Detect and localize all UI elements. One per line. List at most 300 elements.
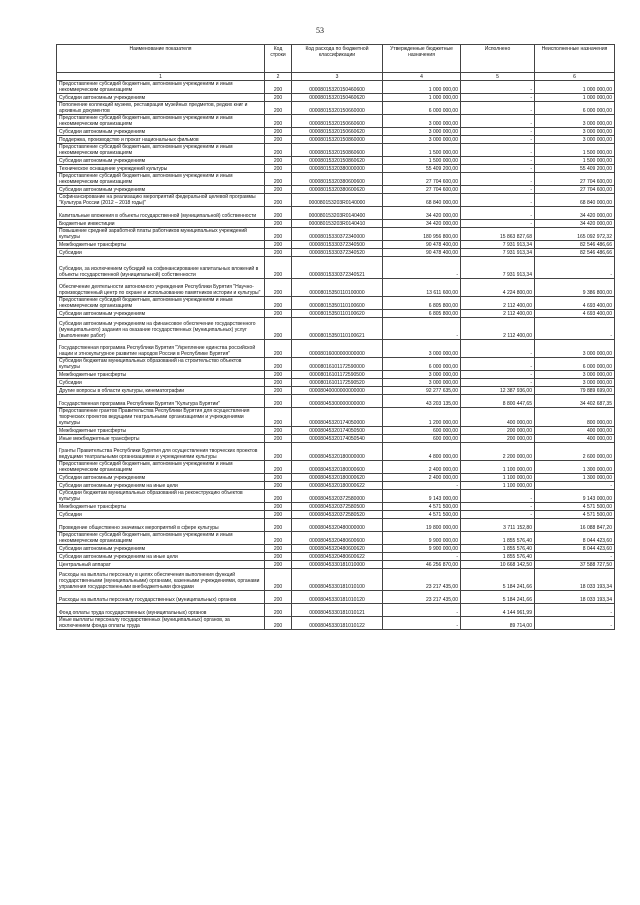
row-name: Субсидии автономным учреждениям xyxy=(57,474,265,482)
table-row xyxy=(57,186,615,194)
executed-amount: 1 100 000,00 xyxy=(461,482,535,490)
approved-amount: 600 000,00 xyxy=(383,427,461,435)
unexecuted-amount: 1 000 000,00 xyxy=(535,94,615,102)
column-number: 4 xyxy=(383,73,461,81)
row-name: Расходы на выплаты персоналу в целях обеспечения выполнения функций государственными (муниципальными) органами, казенными учреждениями, органами управления государственными внебюджетными фондами xyxy=(57,569,265,591)
approved-amount: - xyxy=(383,318,461,340)
budget-code: 00008015320150460620 xyxy=(292,94,383,102)
executed-amount: - xyxy=(461,165,535,173)
executed-amount: 89 714,00 xyxy=(461,617,535,630)
unexecuted-amount: 82 546 486,66 xyxy=(535,241,615,249)
column-number: 3 xyxy=(292,73,383,81)
row-name: Предоставление субсидий бюджетным, автономным учреждениям и иным некоммерческим организациям xyxy=(57,297,265,310)
unexecuted-amount: 3 000 000,00 xyxy=(535,128,615,136)
row-name: Межбюджетные трансферты xyxy=(57,427,265,435)
approved-amount: 600 000,00 xyxy=(383,435,461,443)
approved-amount: 1 500 000,00 xyxy=(383,144,461,157)
budget-code: 00008040000000000000 xyxy=(292,387,383,395)
unexecuted-amount: 55 409 200,00 xyxy=(535,165,615,173)
executed-amount: 7 931 913,34 xyxy=(461,241,535,249)
row-code: 200 xyxy=(265,387,292,395)
executed-amount: - xyxy=(461,102,535,115)
row-name: Поддержка, производство и прокат национальных фильмов xyxy=(57,136,265,144)
budget-code: 00008045320480000000 xyxy=(292,519,383,532)
row-code: 200 xyxy=(265,249,292,257)
approved-amount: 55 409 200,00 xyxy=(383,165,461,173)
budget-code: 00008045320174050500 xyxy=(292,427,383,435)
unexecuted-amount: 1 300 000,00 xyxy=(535,474,615,482)
row-name: Фонд оплаты труда государственных (муниципальных) органов xyxy=(57,604,265,617)
row-code: 200 xyxy=(265,427,292,435)
approved-amount: 180 956 800,00 xyxy=(383,228,461,241)
budget-code: 00008015330372340520 xyxy=(292,249,383,257)
unexecuted-amount: 4 571 500,00 xyxy=(535,503,615,511)
approved-amount: 3 000 000,00 xyxy=(383,371,461,379)
executed-amount: - xyxy=(461,157,535,165)
table-row xyxy=(57,128,615,136)
executed-amount: 3 711 152,80 xyxy=(461,519,535,532)
unexecuted-amount: 165 092 972,32 xyxy=(535,228,615,241)
row-code: 200 xyxy=(265,94,292,102)
budget-code: 000080153203R0140410 xyxy=(292,220,383,228)
executed-amount: 10 668 142,50 xyxy=(461,561,535,569)
table-row xyxy=(57,553,615,561)
row-code: 200 xyxy=(265,569,292,591)
budget-code: 00008016000000000000 xyxy=(292,340,383,358)
budget-code: 00008045320180000622 xyxy=(292,482,383,490)
executed-amount: - xyxy=(461,358,535,371)
executed-amount: - xyxy=(461,136,535,144)
row-code: 200 xyxy=(265,408,292,427)
table-row xyxy=(57,427,615,435)
approved-amount: 92 277 635,00 xyxy=(383,387,461,395)
header-name: Наименование показателя xyxy=(57,45,265,73)
row-name: Субсидии автономным учреждениям xyxy=(57,186,265,194)
row-code: 200 xyxy=(265,474,292,482)
budget-code: 00008015320150460600 xyxy=(292,81,383,94)
approved-amount: 68 840 000,00 xyxy=(383,194,461,207)
row-name: Пополнение коллекций музеев, реставрация музейных предметов, редких книг и архивных документов xyxy=(57,102,265,115)
budget-code: 00008045330181010122 xyxy=(292,617,383,630)
table-row xyxy=(57,257,615,279)
executed-amount: - xyxy=(461,207,535,220)
executed-amount: 12 387 936,00 xyxy=(461,387,535,395)
unexecuted-amount: 9 386 800,00 xyxy=(535,279,615,297)
unexecuted-amount: 18 033 193,34 xyxy=(535,591,615,604)
row-name: Центральный аппарат xyxy=(57,561,265,569)
approved-amount: 6 805 800,00 xyxy=(383,297,461,310)
row-name: Предоставление грантов Правительства Республики Бурятия для осуществления творческих проектов ведущими театральными организациями и учреждениями культуры xyxy=(57,408,265,427)
executed-amount: 2 200 000,00 xyxy=(461,443,535,461)
budget-code: 00008015320150660620 xyxy=(292,128,383,136)
executed-amount: - xyxy=(461,115,535,128)
header-row-code: Код строки xyxy=(265,45,292,73)
row-code: 200 xyxy=(265,128,292,136)
unexecuted-amount: 16 088 847,20 xyxy=(535,519,615,532)
unexecuted-amount: 1 500 000,00 xyxy=(535,144,615,157)
row-name: Техническое оснащение учреждений культуры xyxy=(57,165,265,173)
budget-code: 000080153203R0140400 xyxy=(292,207,383,220)
row-name: Субсидии xyxy=(57,379,265,387)
budget-code: 00008045330181010121 xyxy=(292,604,383,617)
row-name: Межбюджетные трансферты xyxy=(57,503,265,511)
header-approved: Утвержденные бюджетные назначения xyxy=(383,45,461,73)
row-code: 200 xyxy=(265,297,292,310)
header-budget-code: Код расхода по бюджетной классификации xyxy=(292,45,383,73)
approved-amount: 9 143 000,00 xyxy=(383,490,461,503)
budget-code: 00008015330372340521 xyxy=(292,257,383,279)
table-row xyxy=(57,482,615,490)
header-executed: Исполнено xyxy=(461,45,535,73)
unexecuted-amount: - xyxy=(535,604,615,617)
row-code: 200 xyxy=(265,144,292,157)
row-code: 200 xyxy=(265,553,292,561)
unexecuted-amount: - xyxy=(535,318,615,340)
budget-code: 00008015320380000000 xyxy=(292,165,383,173)
approved-amount: 3 000 000,00 xyxy=(383,340,461,358)
approved-amount: - xyxy=(383,553,461,561)
table-row xyxy=(57,617,615,630)
unexecuted-amount: 8 044 423,60 xyxy=(535,545,615,553)
unexecuted-amount: 1 500 000,00 xyxy=(535,157,615,165)
budget-code: 00008015330372340000 xyxy=(292,228,383,241)
approved-amount: 1 200 000,00 xyxy=(383,408,461,427)
table-row xyxy=(57,249,615,257)
column-number: 2 xyxy=(265,73,292,81)
row-name: Расходы на выплаты персоналу государственных (муниципальных) органов xyxy=(57,591,265,604)
row-code: 200 xyxy=(265,340,292,358)
budget-code: 00008015320150860600 xyxy=(292,144,383,157)
budget-code: 00008016101172590520 xyxy=(292,379,383,387)
executed-amount: - xyxy=(461,490,535,503)
row-name: Бюджетные инвестиции xyxy=(57,220,265,228)
row-code: 200 xyxy=(265,194,292,207)
approved-amount: - xyxy=(383,617,461,630)
approved-amount: 43 203 135,00 xyxy=(383,395,461,408)
table-row xyxy=(57,279,615,297)
table-row xyxy=(57,490,615,503)
row-name: Субсидии xyxy=(57,511,265,519)
row-name: Субсидии автономным учреждениям на финансовое обеспечение государственного (муниципального) задания на оказание государственных (муниципальных) услуг (выполнение работ) xyxy=(57,318,265,340)
row-code: 200 xyxy=(265,310,292,318)
table-row xyxy=(57,408,615,427)
budget-code: 00008015350110100000 xyxy=(292,279,383,297)
table-row xyxy=(57,310,615,318)
unexecuted-amount: 82 546 486,66 xyxy=(535,249,615,257)
table-row xyxy=(57,379,615,387)
unexecuted-amount: 34 420 000,00 xyxy=(535,220,615,228)
approved-amount: 1 000 000,00 xyxy=(383,81,461,94)
row-name: Государственная программа Республики Бурятия "Укрепление единства российской нации и этнокультурное развитие народов России в Республике Бурятия" xyxy=(57,340,265,358)
row-code: 200 xyxy=(265,220,292,228)
table-row xyxy=(57,474,615,482)
table-row xyxy=(57,144,615,157)
unexecuted-amount: 34 420 000,00 xyxy=(535,207,615,220)
unexecuted-amount: 27 704 600,00 xyxy=(535,186,615,194)
executed-amount: - xyxy=(461,371,535,379)
page-number: 53 xyxy=(316,26,324,35)
budget-code: 00008045320174050540 xyxy=(292,435,383,443)
budget-code: 00008045320480600622 xyxy=(292,553,383,561)
row-name: Межбюджетные трансферты xyxy=(57,241,265,249)
executed-amount: 200 000,00 xyxy=(461,427,535,435)
row-name: Субсидии xyxy=(57,249,265,257)
budget-code: 00008045330181010000 xyxy=(292,561,383,569)
row-code: 200 xyxy=(265,545,292,553)
row-code: 200 xyxy=(265,617,292,630)
approved-amount: 90 478 400,00 xyxy=(383,249,461,257)
unexecuted-amount: - xyxy=(535,617,615,630)
budget-code: 00008015320150860000 xyxy=(292,136,383,144)
approved-amount: 6 805 800,00 xyxy=(383,310,461,318)
approved-amount: 46 256 870,00 xyxy=(383,561,461,569)
executed-amount: 2 112 400,00 xyxy=(461,318,535,340)
row-code: 200 xyxy=(265,102,292,115)
row-code: 200 xyxy=(265,490,292,503)
unexecuted-amount: 6 000 000,00 xyxy=(535,358,615,371)
table-row xyxy=(57,157,615,165)
row-name: Софинансирование на реализацию мероприятий федеральной целевой программы "Культура России (2012 – 2018 годы)" xyxy=(57,194,265,207)
row-name: Обеспечение деятельности автономного учреждения Республики Бурятия "Научно-производственный центр по охране и использованию памятников истории и культуры" xyxy=(57,279,265,297)
row-name: Межбюджетные трансферты xyxy=(57,371,265,379)
executed-amount: 2 112 400,00 xyxy=(461,297,535,310)
budget-code: 00008045330181010120 xyxy=(292,591,383,604)
approved-amount: - xyxy=(383,604,461,617)
executed-amount: 8 800 447,65 xyxy=(461,395,535,408)
budget-code: 00008045320372580500 xyxy=(292,503,383,511)
budget-code: 00008045320174050000 xyxy=(292,408,383,427)
unexecuted-amount: 3 000 000,00 xyxy=(535,340,615,358)
budget-code: 00008045320480600600 xyxy=(292,532,383,545)
row-code: 200 xyxy=(265,81,292,94)
table-row xyxy=(57,102,615,115)
row-name: Иные выплаты персоналу государственных (муниципальных) органов, за исключением фонда оплаты труда xyxy=(57,617,265,630)
row-code: 200 xyxy=(265,532,292,545)
table-row xyxy=(57,358,615,371)
executed-amount: 1 855 576,40 xyxy=(461,532,535,545)
unexecuted-amount: 3 000 000,00 xyxy=(535,379,615,387)
approved-amount: 3 000 000,00 xyxy=(383,379,461,387)
unexecuted-amount: 8 044 423,60 xyxy=(535,532,615,545)
executed-amount: - xyxy=(461,94,535,102)
budget-execution-table xyxy=(56,44,615,630)
table-row xyxy=(57,387,615,395)
row-name: Повышение средней заработной платы работников муниципальных учреждений культуры xyxy=(57,228,265,241)
approved-amount: 3 000 000,00 xyxy=(383,115,461,128)
table-row xyxy=(57,519,615,532)
table-row xyxy=(57,94,615,102)
row-name: Капитальные вложения в объекты государственной (муниципальной) собственности xyxy=(57,207,265,220)
table-row xyxy=(57,173,615,186)
table-row xyxy=(57,220,615,228)
budget-code: 000080153203R0140000 xyxy=(292,194,383,207)
executed-amount: 4 224 800,00 xyxy=(461,279,535,297)
budget-code: 00008015350110100620 xyxy=(292,310,383,318)
row-name: Предоставление субсидий бюджетным, автономным учреждениям и иным некоммерческим организациям xyxy=(57,81,265,94)
approved-amount: 23 217 435,00 xyxy=(383,591,461,604)
executed-amount: 200 000,00 xyxy=(461,435,535,443)
row-name: Предоставление субсидий бюджетным, автономным учреждениям и иным некоммерческим организациям xyxy=(57,115,265,128)
budget-code: 00008016101172590500 xyxy=(292,371,383,379)
unexecuted-amount: 18 033 193,34 xyxy=(535,569,615,591)
row-name: Субсидии автономным учреждениям xyxy=(57,545,265,553)
row-name: Проведение общественно значимых мероприятий в сфере культуры xyxy=(57,519,265,532)
budget-code: 00008045320180000620 xyxy=(292,474,383,482)
row-code: 200 xyxy=(265,173,292,186)
row-name: Предоставление субсидий бюджетным, автономным учреждениям и иным некоммерческим организациям xyxy=(57,532,265,545)
executed-amount: - xyxy=(461,511,535,519)
approved-amount: 27 704 600,00 xyxy=(383,173,461,186)
row-code: 200 xyxy=(265,435,292,443)
table-row xyxy=(57,228,615,241)
executed-amount: - xyxy=(461,144,535,157)
row-name: Субсидии автономным учреждениям xyxy=(57,157,265,165)
budget-code: 00008045320180000000 xyxy=(292,443,383,461)
row-code: 200 xyxy=(265,165,292,173)
approved-amount: 6 000 000,00 xyxy=(383,358,461,371)
unexecuted-amount: 4 571 500,00 xyxy=(535,511,615,519)
row-code: 200 xyxy=(265,461,292,474)
table-body xyxy=(57,73,615,630)
unexecuted-amount: 3 000 000,00 xyxy=(535,115,615,128)
row-code: 200 xyxy=(265,561,292,569)
budget-code: 00008045320180000600 xyxy=(292,461,383,474)
row-name: Субсидии автономным учреждениям xyxy=(57,128,265,136)
table-row xyxy=(57,545,615,553)
table-row xyxy=(57,241,615,249)
table-row xyxy=(57,569,615,591)
row-code: 200 xyxy=(265,371,292,379)
row-name: Субсидии, за исключением субсидий на софинансирование капитальных вложений в объекты государственной (муниципальной) собственности xyxy=(57,257,265,279)
executed-amount: - xyxy=(461,81,535,94)
executed-amount: 1 855 576,40 xyxy=(461,553,535,561)
table-row xyxy=(57,318,615,340)
table-row xyxy=(57,503,615,511)
unexecuted-amount: 6 000 000,00 xyxy=(535,102,615,115)
table-row xyxy=(57,532,615,545)
unexecuted-amount: 400 000,00 xyxy=(535,435,615,443)
unexecuted-amount: 4 693 400,00 xyxy=(535,297,615,310)
approved-amount: 90 478 400,00 xyxy=(383,241,461,249)
row-code: 200 xyxy=(265,482,292,490)
unexecuted-amount: 9 143 000,00 xyxy=(535,490,615,503)
row-code: 200 xyxy=(265,157,292,165)
budget-code: 00008045300000000000 xyxy=(292,395,383,408)
row-name: Субсидии автономным учреждениям на иные цели xyxy=(57,482,265,490)
executed-amount: 400 000,00 xyxy=(461,408,535,427)
unexecuted-amount: 79 889 699,00 xyxy=(535,387,615,395)
row-code: 200 xyxy=(265,207,292,220)
row-code: 200 xyxy=(265,241,292,249)
executed-amount: - xyxy=(461,379,535,387)
unexecuted-amount: 1 000 000,00 xyxy=(535,81,615,94)
row-code: 200 xyxy=(265,257,292,279)
row-name: Субсидии бюджетам муниципальных образований на реконструкцию объектов культуры xyxy=(57,490,265,503)
budget-code: 00008015350110100621 xyxy=(292,318,383,340)
budget-code: 00008045320372580520 xyxy=(292,511,383,519)
executed-amount: 1 100 000,00 xyxy=(461,474,535,482)
approved-amount: 4 800 000,00 xyxy=(383,443,461,461)
approved-amount: 9 900 000,00 xyxy=(383,532,461,545)
row-code: 200 xyxy=(265,186,292,194)
unexecuted-amount: 4 693 400,00 xyxy=(535,310,615,318)
table-row xyxy=(57,136,615,144)
column-number-row xyxy=(57,73,615,81)
table-row xyxy=(57,511,615,519)
budget-code: 00008045320480600620 xyxy=(292,545,383,553)
row-code: 200 xyxy=(265,519,292,532)
table-row xyxy=(57,604,615,617)
table-row xyxy=(57,81,615,94)
executed-amount: - xyxy=(461,186,535,194)
approved-amount: 3 000 000,00 xyxy=(383,128,461,136)
table-row xyxy=(57,395,615,408)
unexecuted-amount: - xyxy=(535,482,615,490)
unexecuted-amount: 800 000,00 xyxy=(535,408,615,427)
row-name: Субсидии автономным учреждениям на иные цели xyxy=(57,553,265,561)
row-code: 200 xyxy=(265,279,292,297)
row-code: 200 xyxy=(265,358,292,371)
row-name: Субсидии автономным учреждениям xyxy=(57,94,265,102)
row-code: 200 xyxy=(265,318,292,340)
approved-amount: - xyxy=(383,257,461,279)
unexecuted-amount: 37 588 727,50 xyxy=(535,561,615,569)
row-name: Субсидии бюджетам муниципальных образований на строительство объектов культуры xyxy=(57,358,265,371)
approved-amount: 9 900 000,00 xyxy=(383,545,461,553)
approved-amount: 4 571 500,00 xyxy=(383,503,461,511)
executed-amount: 5 184 241,66 xyxy=(461,569,535,591)
unexecuted-amount: 27 704 600,00 xyxy=(535,173,615,186)
table-row xyxy=(57,443,615,461)
approved-amount: - xyxy=(383,482,461,490)
executed-amount: 15 863 827,68 xyxy=(461,228,535,241)
row-name: Предоставление субсидий бюджетным, автономным учреждениям и иным некоммерческим организациям xyxy=(57,461,265,474)
executed-amount: - xyxy=(461,173,535,186)
table-row xyxy=(57,165,615,173)
budget-code: 00008016101172590000 xyxy=(292,358,383,371)
budget-code: 00008045330181010100 xyxy=(292,569,383,591)
unexecuted-amount: 68 840 000,00 xyxy=(535,194,615,207)
budget-code: 00008045320372580000 xyxy=(292,490,383,503)
unexecuted-amount: 3 000 000,00 xyxy=(535,371,615,379)
approved-amount: 2 400 000,00 xyxy=(383,474,461,482)
executed-amount: 1 100 000,00 xyxy=(461,461,535,474)
approved-amount: 1 000 000,00 xyxy=(383,94,461,102)
executed-amount: 5 184 241,66 xyxy=(461,591,535,604)
row-code: 200 xyxy=(265,379,292,387)
approved-amount: 34 420 000,00 xyxy=(383,220,461,228)
row-code: 200 xyxy=(265,591,292,604)
table-row xyxy=(57,340,615,358)
column-number: 6 xyxy=(535,73,615,81)
table-row xyxy=(57,115,615,128)
row-name: Иные межбюджетные трансферты xyxy=(57,435,265,443)
approved-amount: 34 420 000,00 xyxy=(383,207,461,220)
row-code: 200 xyxy=(265,604,292,617)
approved-amount: 1 500 000,00 xyxy=(383,157,461,165)
executed-amount: - xyxy=(461,128,535,136)
executed-amount: 7 931 913,34 xyxy=(461,249,535,257)
unexecuted-amount: 2 600 000,00 xyxy=(535,443,615,461)
column-number: 1 xyxy=(57,73,265,81)
row-name: Субсидии автономным учреждениям xyxy=(57,310,265,318)
unexecuted-amount: 400 000,00 xyxy=(535,427,615,435)
executed-amount: - xyxy=(461,194,535,207)
executed-amount: - xyxy=(461,340,535,358)
row-code: 200 xyxy=(265,511,292,519)
table-row xyxy=(57,461,615,474)
row-name: Предоставление субсидий бюджетным, автономным учреждениям и иным некоммерческим организациям xyxy=(57,144,265,157)
